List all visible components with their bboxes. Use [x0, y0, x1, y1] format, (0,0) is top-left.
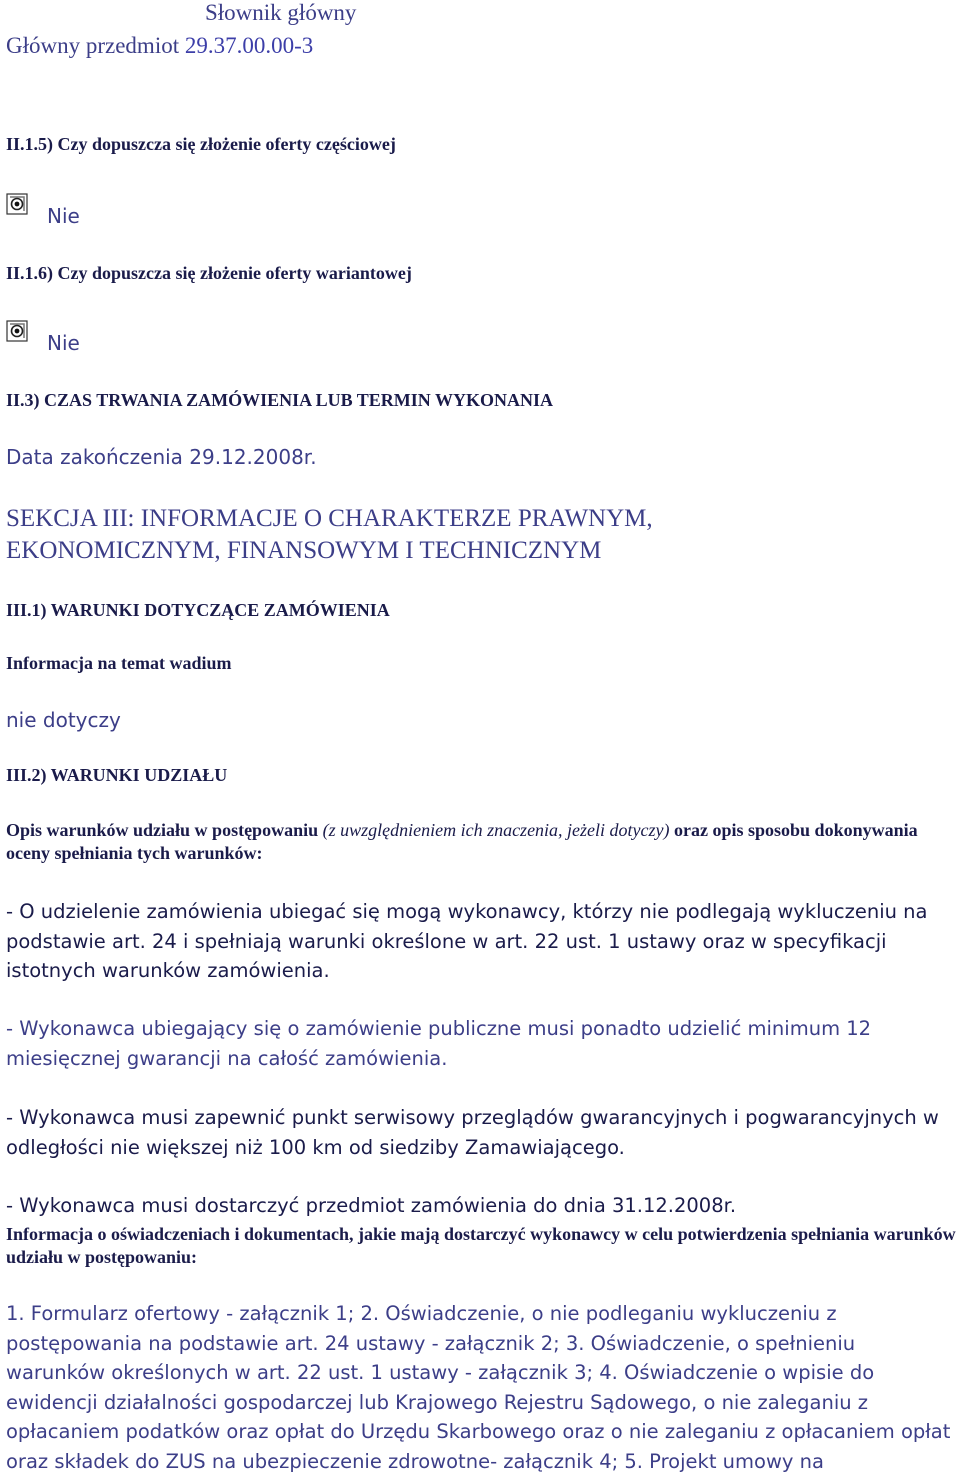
- conditions-label-start: Opis warunków udziału w postępowaniu: [6, 820, 323, 840]
- partial-offer-question: II.1.5) Czy dopuszcza się złożenie oferty częściowej: [6, 134, 396, 154]
- condition-item: - Wykonawca musi dostarczyć przedmiot zamówienia do dnia 31.12.2008r.: [6, 1194, 737, 1217]
- condition-item: - Wykonawca musi zapewnić punkt serwisowy przeglądów gwarancyjnych i pogwarancyjnych w odległości nie większej niż 100 km od siedziby Zamawiającego.: [6, 1106, 939, 1159]
- duration-heading: II.3) CZAS TRWANIA ZAMÓWIENIA LUB TERMIN WYKONANIA: [6, 390, 553, 410]
- condition-item: - O udzielenie zamówienia ubiegać się mogą wykonawcy, którzy nie podlegają wykluczeniu na podstawie art. 24 i spełniają warunki określone w art. 22 ust. 1 ustawy oraz w specyfikacji istotnych warunków zamówienia.: [6, 900, 928, 982]
- main-subject-code: 29.37.00.00-3: [184, 33, 314, 58]
- main-subject-label: Główny przedmiot: [6, 33, 185, 58]
- variant-offer-question: II.1.6) Czy dopuszcza się złożenie oferty wariantowej: [6, 263, 412, 283]
- iii2-heading: III.2) WARUNKI UDZIAŁU: [6, 765, 228, 785]
- radio-button-icon: [6, 193, 28, 220]
- partial-offer-answer: Nie: [47, 204, 80, 228]
- condition-item: - Wykonawca ubiegający się o zamówienie publiczne musi ponadto udzielić minimum 12 miesięcznej gwarancji na całość zamówienia.: [6, 1017, 872, 1070]
- section-3-title-line-1: SEKCJA III: INFORMACJE O CHARAKTERZE PRAWNYM,: [6, 505, 653, 532]
- dictionary-title: Słownik główny: [205, 0, 357, 25]
- conditions-label-italic: (z uwzględnieniem ich znaczenia, jeżeli dotyczy): [322, 820, 670, 840]
- documents-text: 1. Formularz ofertowy - załącznik 1; 2. Oświadczenie, o nie podleganiu wykluczeniu z postępowania na podstawie art. 24 ustawy - załącznik 2; 3. Oświadczenie, o spełnieniu warunków określonych w art. 22 ust. 1 ustawy - załącznik 3; 4. Oświadczenie o wpisie do ewidencji działalności gospodarczej lub Krajowego Rejestru Sądowego, o nie zaleganiu z opłacaniem podatków oraz opłat do Urzędu Skarbowego oraz o nie zaleganiu z opłacaniem opłat oraz składek do ZUS na ubezpieczenie zdrowotne- załącznik 4; 5. Projekt umowy na: [6, 1302, 951, 1473]
- conditions-label: [6, 819, 956, 865]
- deposit-label: Informacja na temat wadium: [6, 653, 232, 673]
- end-date: Data zakończenia 29.12.2008r.: [6, 445, 317, 469]
- main-subject: [6, 33, 956, 59]
- variant-offer-answer: Nie: [47, 331, 80, 355]
- iii1-heading: III.1) WARUNKI DOTYCZĄCE ZAMÓWIENIA: [6, 600, 390, 620]
- partial-offer-answer-row: [6, 193, 956, 233]
- section-3-title-line-2: EKONOMICZNYM, FINANSOWYM I TECHNICZNYM: [6, 537, 602, 564]
- documents-label: Informacja o oświadczeniach i dokumentach, jakie mają dostarczyć wykonawcy w celu potwierdzenia spełniania warunków udziału w postępowaniu:: [6, 1224, 956, 1267]
- deposit-value: nie dotyczy: [6, 708, 121, 732]
- conditions-label-end: oraz opis sposobu dokonywania oceny spełniania tych warunków:: [6, 820, 918, 863]
- radio-button-icon: [6, 320, 28, 347]
- section-3-title: [6, 503, 956, 567]
- variant-offer-answer-row: [6, 320, 956, 360]
